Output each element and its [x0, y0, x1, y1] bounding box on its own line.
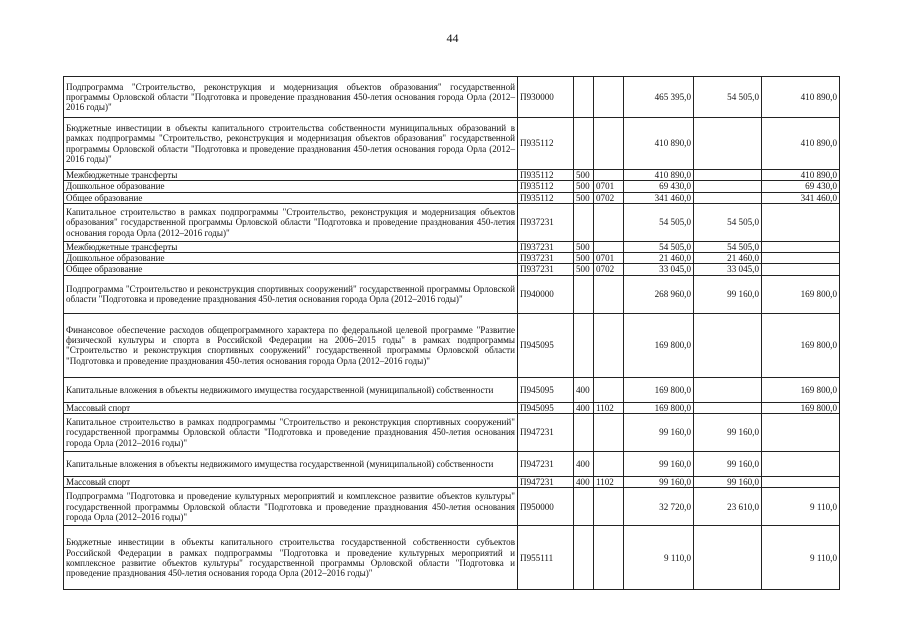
- target-code: П947231: [518, 452, 574, 477]
- row-name: Общее образование: [64, 192, 518, 203]
- section-code: [594, 377, 624, 402]
- table-row: [64, 181, 840, 192]
- amount-total: 54 505,0: [624, 241, 694, 252]
- amount-second: [694, 170, 762, 181]
- section-code: [594, 526, 624, 590]
- section-code: [594, 77, 624, 118]
- amount-third: 169 800,0: [762, 313, 840, 377]
- amount-third: [762, 414, 840, 452]
- section-code: [594, 452, 624, 477]
- expense-type: 500: [574, 192, 594, 203]
- page-number: 44: [446, 31, 459, 45]
- amount-second: [694, 118, 762, 170]
- row-name: Массовый спорт: [64, 477, 518, 488]
- amount-second: [694, 181, 762, 192]
- section-code: [594, 203, 624, 241]
- amount-third: [762, 452, 840, 477]
- amount-second: 21 460,0: [694, 253, 762, 264]
- expense-type: 500: [574, 181, 594, 192]
- target-code: П935112: [518, 118, 574, 170]
- target-code: П937231: [518, 203, 574, 241]
- budget-table: [63, 76, 840, 590]
- amount-third: [762, 253, 840, 264]
- target-code: П940000: [518, 275, 574, 313]
- target-code: П947231: [518, 477, 574, 488]
- amount-total: 410 890,0: [624, 170, 694, 181]
- amount-second: [694, 402, 762, 413]
- table-row: [64, 377, 840, 402]
- table-row: [64, 118, 840, 170]
- row-name: Общее образование: [64, 264, 518, 275]
- amount-third: 410 890,0: [762, 77, 840, 118]
- expense-type: 400: [574, 377, 594, 402]
- amount-second: [694, 313, 762, 377]
- section-code: [594, 275, 624, 313]
- amount-total: 54 505,0: [624, 203, 694, 241]
- section-code: 1102: [594, 402, 624, 413]
- amount-third: 69 430,0: [762, 181, 840, 192]
- table-row: [64, 275, 840, 313]
- table-body: [64, 77, 840, 590]
- amount-total: 465 395,0: [624, 77, 694, 118]
- expense-type: 400: [574, 402, 594, 413]
- amount-total: 169 800,0: [624, 377, 694, 402]
- target-code: П945095: [518, 313, 574, 377]
- amount-total: 9 110,0: [624, 526, 694, 590]
- amount-third: 169 800,0: [762, 377, 840, 402]
- expense-type: [574, 118, 594, 170]
- table-row: [64, 452, 840, 477]
- amount-second: 99 160,0: [694, 477, 762, 488]
- expense-type: 500: [574, 253, 594, 264]
- expense-type: 500: [574, 170, 594, 181]
- row-name: Межбюджетные трансферты: [64, 241, 518, 252]
- amount-total: 21 460,0: [624, 253, 694, 264]
- row-name: Капитальное строительство в рамках подпрограммы "Строительство, реконструкция и модернизация объектов образования" государственной программы Орловской области "Подготовка и проведение празднования 450-летия основания города Орла (2012–2016 годы)": [64, 203, 518, 241]
- expense-type: [574, 488, 594, 526]
- table-row: [64, 203, 840, 241]
- target-code: П955111: [518, 526, 574, 590]
- amount-third: 410 890,0: [762, 170, 840, 181]
- amount-second: 54 505,0: [694, 241, 762, 252]
- target-code: П945095: [518, 402, 574, 413]
- expense-type: [574, 414, 594, 452]
- amount-third: [762, 203, 840, 241]
- section-code: 0702: [594, 192, 624, 203]
- amount-third: 169 800,0: [762, 275, 840, 313]
- expense-type: [574, 526, 594, 590]
- amount-total: 99 160,0: [624, 414, 694, 452]
- target-code: П935112: [518, 170, 574, 181]
- section-code: [594, 118, 624, 170]
- target-code: П937231: [518, 241, 574, 252]
- row-name: Дошкольное образование: [64, 253, 518, 264]
- row-name: Подпрограмма "Строительство, реконструкция и модернизация объектов образования" государственной программы Орловской области "Подготовка и проведение празднования 450-летия основания города Орла (2012–2016 годы)": [64, 77, 518, 118]
- amount-third: 169 800,0: [762, 402, 840, 413]
- expense-type: [574, 77, 594, 118]
- table-row: [64, 488, 840, 526]
- table-row: [64, 192, 840, 203]
- section-code: [594, 170, 624, 181]
- amount-third: [762, 264, 840, 275]
- amount-second: 23 610,0: [694, 488, 762, 526]
- amount-second: 54 505,0: [694, 203, 762, 241]
- row-name: Бюджетные инвестиции в объекты капитального строительства собственности муниципальных образований в рамках подпрограммы "Строительство, реконструкция и модернизация объектов образования" государственной программы Орловской области "Подготовка и проведение празднования 450-летия основания города Орла (2012–2016 годы)": [64, 118, 518, 170]
- row-name: Подпрограмма "Строительство и реконструкция спортивных сооружений" государственной программы Орловской области "Подготовка и проведение празднования 450-летия основания города Орла (2012–2016 годы)": [64, 275, 518, 313]
- amount-second: 99 160,0: [694, 452, 762, 477]
- amount-third: 410 890,0: [762, 118, 840, 170]
- table-row: [64, 313, 840, 377]
- target-code: П935112: [518, 192, 574, 203]
- table-row: [64, 241, 840, 252]
- target-code: П950000: [518, 488, 574, 526]
- amount-second: [694, 377, 762, 402]
- amount-total: 410 890,0: [624, 118, 694, 170]
- section-code: [594, 488, 624, 526]
- target-code: П937231: [518, 264, 574, 275]
- expense-type: 400: [574, 477, 594, 488]
- amount-total: 341 460,0: [624, 192, 694, 203]
- expense-type: [574, 313, 594, 377]
- target-code: П945095: [518, 377, 574, 402]
- section-code: [594, 414, 624, 452]
- row-name: Капитальные вложения в объекты недвижимого имущества государственной (муниципальной) собственности: [64, 452, 518, 477]
- amount-second: 54 505,0: [694, 77, 762, 118]
- amount-third: [762, 241, 840, 252]
- table-row: [64, 402, 840, 413]
- row-name: Дошкольное образование: [64, 181, 518, 192]
- row-name: Межбюджетные трансферты: [64, 170, 518, 181]
- section-code: 0701: [594, 181, 624, 192]
- section-code: 1102: [594, 477, 624, 488]
- row-name: Финансовое обеспечение расходов общепрограммного характера по федеральной целевой программе "Развитие физической культуры и спорта в Российской Федерации на 2006–2015 годы" в рамках подпрограммы "Строительство и реконструкция спортивных сооружений" государственной программы Орловской области "Подготовка и проведение празднования 450-летия основания города Орла (2012–2016 годы)": [64, 313, 518, 377]
- table-row: [64, 253, 840, 264]
- target-code: П935112: [518, 181, 574, 192]
- table-row: [64, 170, 840, 181]
- section-code: [594, 241, 624, 252]
- row-name: Подпрограмма "Подготовка и проведение культурных мероприятий и комплексное развитие объектов культуры" государственной программы Орловской области "Подготовка и проведение празднования 450-летия основания города Орла (2012–2016 годы)": [64, 488, 518, 526]
- expense-type: [574, 275, 594, 313]
- target-code: П930000: [518, 77, 574, 118]
- row-name: Капитальные вложения в объекты недвижимого имущества государственной (муниципальной) собственности: [64, 377, 518, 402]
- amount-total: 99 160,0: [624, 477, 694, 488]
- amount-third: 9 110,0: [762, 488, 840, 526]
- table-row: [64, 77, 840, 118]
- amount-third: 341 460,0: [762, 192, 840, 203]
- amount-total: 33 045,0: [624, 264, 694, 275]
- amount-second: 33 045,0: [694, 264, 762, 275]
- row-name: Капитальное строительство в рамках подпрограммы "Строительство и реконструкция спортивных сооружений" государственной программы Орловской области "Подготовка и проведение празднования 450-летия основания города Орла (2012–2016 годы)": [64, 414, 518, 452]
- amount-second: [694, 526, 762, 590]
- expense-type: 500: [574, 241, 594, 252]
- amount-second: [694, 192, 762, 203]
- target-code: П937231: [518, 253, 574, 264]
- amount-total: 169 800,0: [624, 402, 694, 413]
- amount-third: [762, 477, 840, 488]
- target-code: П947231: [518, 414, 574, 452]
- section-code: 0701: [594, 253, 624, 264]
- amount-total: 69 430,0: [624, 181, 694, 192]
- row-name: Бюджетные инвестиции в объекты капитального строительства государственной собственности субъектов Российской Федерации в рамках подпрограммы "Подготовка и проведение культурных мероприятий и комплексное развитие объектов культуры" государственной программы Орловской области "Подготовка и проведение празднования 450-летия основания города Орла (2012–2016 годы)": [64, 526, 518, 590]
- section-code: 0702: [594, 264, 624, 275]
- table-row: [64, 477, 840, 488]
- amount-third: 9 110,0: [762, 526, 840, 590]
- table-row: [64, 414, 840, 452]
- amount-total: 32 720,0: [624, 488, 694, 526]
- expense-type: [574, 203, 594, 241]
- row-name: Массовый спорт: [64, 402, 518, 413]
- expense-type: 500: [574, 264, 594, 275]
- amount-second: 99 160,0: [694, 275, 762, 313]
- section-code: [594, 313, 624, 377]
- amount-total: 268 960,0: [624, 275, 694, 313]
- expense-type: 400: [574, 452, 594, 477]
- amount-second: 99 160,0: [694, 414, 762, 452]
- table-row: [64, 264, 840, 275]
- amount-total: 99 160,0: [624, 452, 694, 477]
- table-row: [64, 526, 840, 590]
- amount-total: 169 800,0: [624, 313, 694, 377]
